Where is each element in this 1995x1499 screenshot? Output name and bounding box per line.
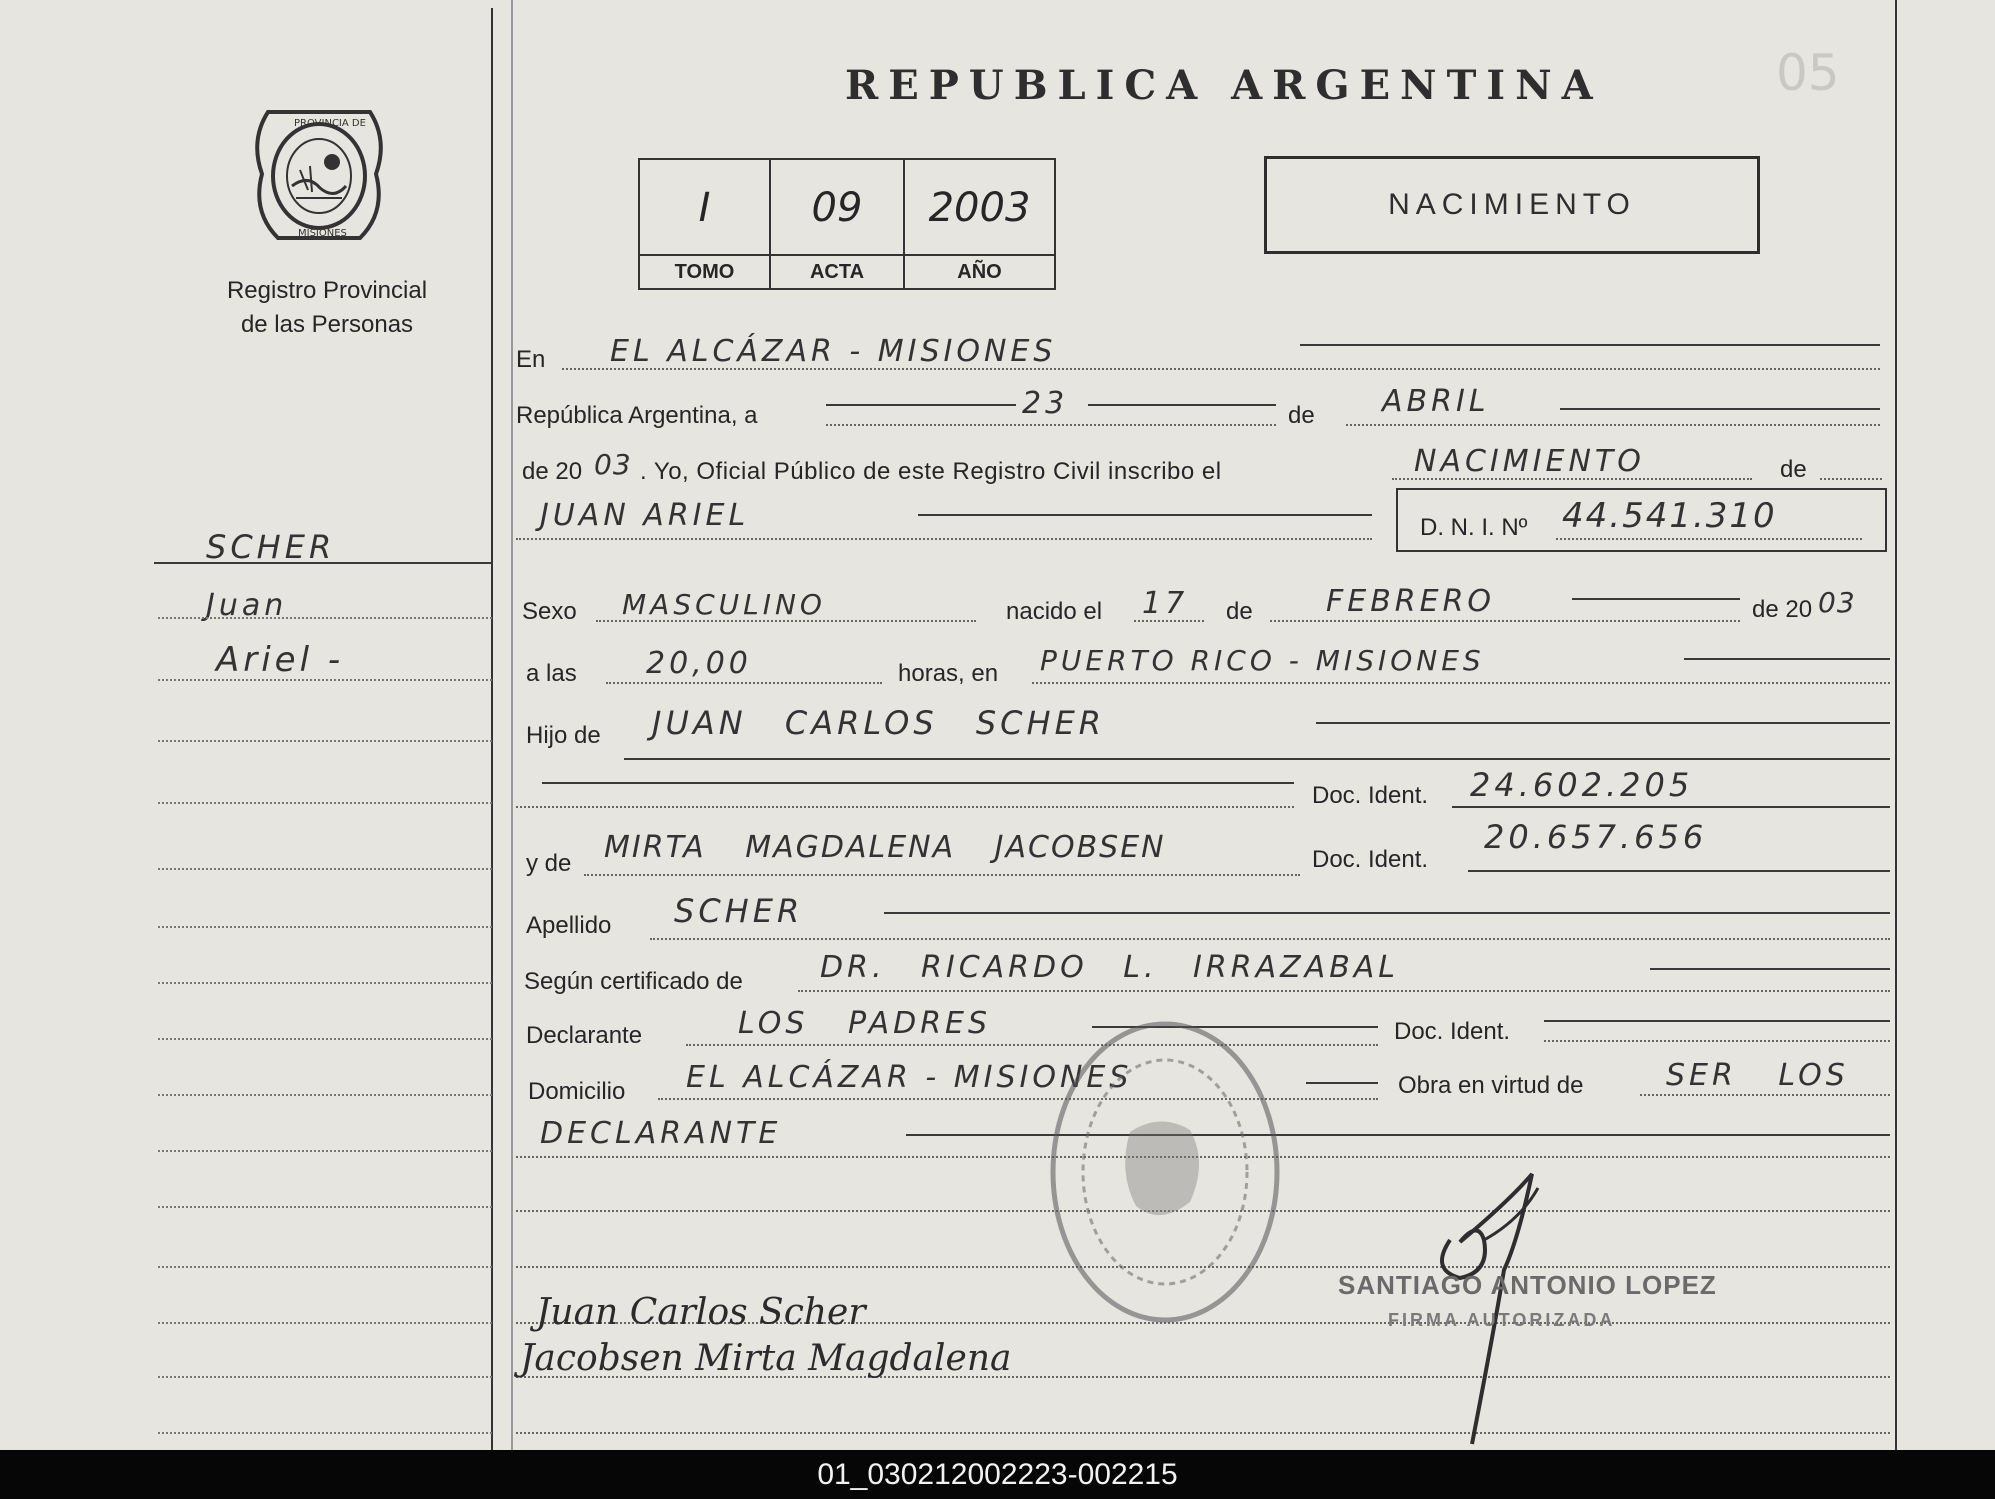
margin-rule xyxy=(158,1376,492,1378)
margin-surname: SCHER xyxy=(206,528,336,566)
day-rule-right xyxy=(1088,404,1276,406)
page-number: 05 xyxy=(1776,44,1840,102)
nacido-label: nacido el xyxy=(1006,598,1103,625)
birth-place-rule xyxy=(1684,658,1890,660)
a-las-label: a las xyxy=(526,660,577,687)
capacity-dots-1 xyxy=(1640,1094,1890,1096)
year-prefix: de 20 xyxy=(522,458,583,485)
right-border-rule xyxy=(1895,0,1897,1450)
day-dots xyxy=(826,424,1276,426)
birth-year-prefix: de 20 xyxy=(1752,596,1813,623)
margin-rule xyxy=(158,802,492,804)
birth-day-dots xyxy=(1134,620,1204,622)
father-name-underline xyxy=(624,758,1890,760)
en-label: En xyxy=(516,346,546,373)
record-type-box: NACIMIENTO xyxy=(1264,156,1760,254)
mother-doc-label: Doc. Ident. xyxy=(1312,846,1429,873)
registrar-name-stamp: SANTIAGO ANTONIO LOPEZ xyxy=(1338,1270,1717,1300)
margin-given-2: Ariel - xyxy=(216,640,345,680)
margin-surname-rule xyxy=(154,562,492,564)
sexo-label: Sexo xyxy=(522,598,577,625)
obra-label: Obra en virtud de xyxy=(1398,1072,1584,1099)
sex-dots xyxy=(596,620,976,622)
country-title: REPUBLICA ARGENTINA xyxy=(845,62,1603,109)
birth-place-dots xyxy=(1032,682,1890,684)
child-name-value: JUAN ARIEL xyxy=(540,498,750,533)
document-code-bar xyxy=(0,1450,1995,1499)
declarant-doc-label: Doc. Ident. xyxy=(1394,1018,1511,1045)
left-margin-rule xyxy=(491,8,493,1450)
margin-rule xyxy=(158,617,492,619)
registrar-signature xyxy=(1420,1160,1570,1450)
father-signature: Juan Carlos Scher xyxy=(536,1292,866,1333)
declarant-value: LOS PADRES xyxy=(738,1006,992,1041)
surname-value: SCHER xyxy=(674,892,804,930)
day-rule-left xyxy=(826,404,1016,406)
day-value: 23 xyxy=(1022,386,1069,421)
document-code: 01_030212002223-002215 xyxy=(817,1458,1178,1491)
de-label: de xyxy=(1288,402,1315,429)
apellido-label: Apellido xyxy=(526,912,612,939)
margin-rule xyxy=(158,926,492,928)
month-value: ABRIL xyxy=(1382,384,1490,419)
surname-dots xyxy=(650,938,1890,940)
province-seal-icon xyxy=(248,100,390,248)
inner-margin-rule xyxy=(511,0,513,1450)
birth-month-value: FEBRERO xyxy=(1326,584,1496,619)
birth-month-rule xyxy=(1572,598,1740,600)
year-suffix: 03 xyxy=(594,448,632,481)
place-value: EL ALCÁZAR - MISIONES xyxy=(610,334,1057,369)
father-doc-rule xyxy=(1452,806,1890,808)
birth-time-dots xyxy=(606,682,882,684)
registered-event-value: NACIMIENTO xyxy=(1414,444,1645,479)
dni-label: D. N. I. Nº xyxy=(1420,514,1528,541)
birth-place-value: PUERTO RICO - MISIONES xyxy=(1040,644,1485,677)
declarant-doc-rule xyxy=(1544,1020,1890,1022)
acta-label: ACTA xyxy=(771,256,905,288)
seal-text-top: PROVINCIA DE xyxy=(294,118,366,129)
republica-label: República Argentina, a xyxy=(516,402,758,429)
registry-name xyxy=(200,274,454,342)
acta-value: 09 xyxy=(771,160,905,256)
doctor-value: DR. RICARDO L. IRRAZABAL xyxy=(820,950,1400,985)
mother-name-dots xyxy=(584,874,1300,876)
seal-text-bottom: MISIONES xyxy=(298,228,347,239)
official-stamp xyxy=(1040,1012,1290,1332)
margin-rule xyxy=(158,1266,492,1268)
officer-text: . Yo, Oficial Público de este Registro Civil inscribo el xyxy=(640,458,1222,485)
blank-rule xyxy=(516,1432,1890,1434)
margin-rule xyxy=(158,740,492,742)
margin-rule xyxy=(158,1150,492,1152)
margin-rule xyxy=(158,1038,492,1040)
margin-given-1: Juan xyxy=(206,588,288,623)
child-name-dots xyxy=(516,538,1372,540)
ano-value: 2003 xyxy=(905,160,1054,256)
address-value: EL ALCÁZAR - MISIONES xyxy=(686,1060,1133,1095)
dni-value: 44.541.310 xyxy=(1562,496,1777,536)
sex-value: MASCULINO xyxy=(622,588,826,621)
hijo-label: Hijo de xyxy=(526,722,601,749)
child-name-rule xyxy=(918,514,1372,516)
margin-rule xyxy=(158,1206,492,1208)
margin-rule xyxy=(158,1322,492,1324)
doctor-dots xyxy=(798,990,1890,992)
ano-label: AÑO xyxy=(957,261,1002,283)
domicilio-label: Domicilio xyxy=(528,1078,626,1105)
capacity-value-2: DECLARANTE xyxy=(540,1116,782,1151)
de-dots xyxy=(1820,478,1882,480)
tomo-value: I xyxy=(640,160,771,256)
surname-rule xyxy=(884,912,1890,914)
de-label-3: de xyxy=(1226,598,1253,625)
mother-signature: Jacobsen Mirta Magdalena xyxy=(520,1338,1012,1379)
birth-month-dots xyxy=(1270,620,1740,622)
y-de-label: y de xyxy=(526,850,572,877)
margin-rule xyxy=(158,1432,492,1434)
registry-name-line2: de las Personas xyxy=(240,311,414,338)
declarante-label: Declarante xyxy=(526,1022,643,1049)
certificado-label: Según certificado de xyxy=(524,968,743,995)
margin-rule xyxy=(158,1094,492,1096)
capacity-value-1: SER LOS xyxy=(1666,1058,1849,1093)
margin-rule xyxy=(158,868,492,870)
mother-name-value: MIRTA MAGDALENA JACOBSEN xyxy=(604,830,1166,865)
month-dots xyxy=(1346,424,1880,426)
month-rule xyxy=(1560,408,1880,410)
father-extra-rule xyxy=(542,782,1294,784)
father-name-value: JUAN CARLOS SCHER xyxy=(652,704,1106,742)
de-label-2: de xyxy=(1780,456,1807,483)
horas-label: horas, en xyxy=(898,660,999,687)
doctor-rule xyxy=(1650,968,1890,970)
book-reference-table xyxy=(638,158,1056,290)
margin-rule xyxy=(158,679,492,681)
event-dots xyxy=(1392,478,1752,480)
father-extra-dots xyxy=(516,806,1294,808)
birth-day-value: 17 xyxy=(1142,586,1189,621)
dni-dots xyxy=(1556,538,1862,540)
mother-doc-value: 20.657.656 xyxy=(1484,818,1708,856)
declarant-doc-dots xyxy=(1544,1040,1890,1042)
tomo-label: TOMO xyxy=(640,256,771,288)
registry-name-line1: Registro Provincial xyxy=(226,277,428,304)
margin-rule xyxy=(158,982,492,984)
birth-time-value: 20,00 xyxy=(646,646,752,681)
place-rule xyxy=(1300,344,1880,346)
address-rule xyxy=(1306,1082,1378,1084)
mother-doc-rule xyxy=(1468,870,1890,872)
father-name-rule xyxy=(1316,722,1890,724)
father-doc-value: 24.602.205 xyxy=(1470,766,1694,804)
father-doc-label: Doc. Ident. xyxy=(1312,782,1429,809)
registrar-role-stamp: FIRMA AUTORIZADA xyxy=(1388,1310,1616,1330)
birth-year-suffix: 03 xyxy=(1818,586,1856,619)
